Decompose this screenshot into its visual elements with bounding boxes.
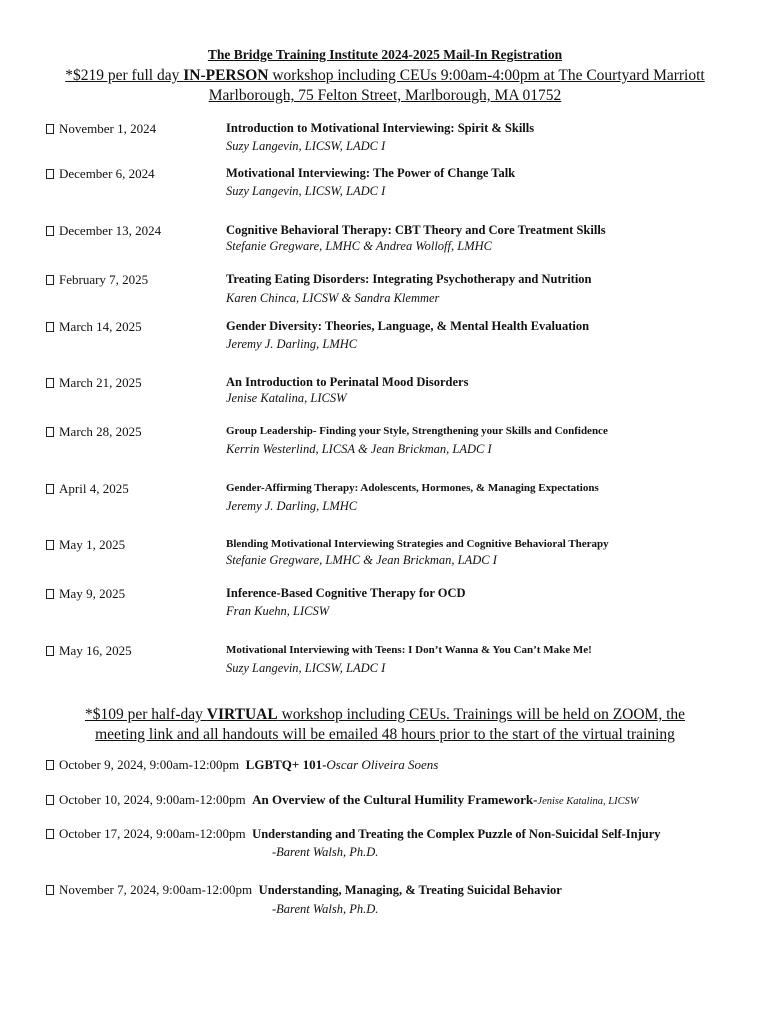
checkbox-icon[interactable] — [46, 378, 54, 388]
workshop-date: November 1, 2024 — [59, 121, 157, 136]
workshop-instructor: Suzy Langevin, LICSW, LADC I — [226, 661, 386, 675]
workshop-instructor: Jenise Katalina, LICSW — [537, 796, 639, 807]
workshop-title: Gender-Affirming Therapy: Adolescents, Hormones, & Managing Expectations — [226, 482, 599, 494]
checkbox-icon[interactable] — [46, 646, 54, 656]
checkbox-icon[interactable] — [46, 226, 54, 236]
workshop-instructor: -Barent Walsh, Ph.D. — [272, 845, 379, 859]
checkbox-icon[interactable] — [46, 829, 54, 839]
workshop-title: Motivational Interviewing: The Power of Change Talk — [226, 166, 516, 180]
workshop-instructor: Fran Kuehn, LICSW — [226, 604, 330, 618]
pricing-text: *$219 per full day — [65, 67, 184, 84]
workshop-date: October 10, 2024, 9:00am-12:00pm — [59, 792, 246, 807]
workshop-instructor: Suzy Langevin, LICSW, LADC I — [226, 139, 386, 153]
workshop-date: November 7, 2024, 9:00am-12:00pm — [59, 882, 253, 897]
workshop-date: May 1, 2025 — [59, 537, 126, 552]
checkbox-icon[interactable] — [46, 275, 54, 285]
checkbox-icon[interactable] — [46, 760, 54, 770]
workshop-date: March 21, 2025 — [59, 375, 142, 390]
checkbox-icon[interactable] — [46, 484, 54, 494]
inperson-pricing-note — [40, 66, 730, 106]
workshop-instructor: Kerrin Westerlind, LICSA & Jean Brickman, LADC I — [226, 442, 492, 456]
workshop-date: May 16, 2025 — [59, 643, 132, 658]
virtual-workshop-row — [46, 757, 746, 773]
workshop-title: Understanding and Treating the Complex Puzzle of Non-Suicidal Self-Injury — [252, 827, 661, 841]
workshop-instructor: Stefanie Gregware, LMHC & Jean Brickman, LADC I — [226, 553, 497, 567]
pricing-format: VIRTUAL — [206, 706, 278, 723]
workshop-title: Motivational Interviewing with Teens: I Don’t Wanna & You Can’t Make Me! — [226, 644, 592, 656]
workshop-title: Group Leadership- Finding your Style, Strengthening your Skills and Confidence — [226, 425, 608, 437]
workshop-title: LGBTQ+ 101- — [245, 757, 327, 772]
zoom-note: meeting link and all handouts will be emailed 48 hours prior to the start of the virtual training — [95, 726, 675, 743]
checkbox-icon[interactable] — [46, 124, 54, 134]
workshop-title: Understanding, Managing, & Treating Suicidal Behavior — [258, 883, 562, 897]
workshop-title: Gender Diversity: Theories, Language, & Mental Health Evaluation — [226, 319, 590, 333]
workshop-date: October 9, 2024, 9:00am-12:00pm — [59, 757, 240, 772]
checkbox-icon[interactable] — [46, 540, 54, 550]
workshop-instructor: Stefanie Gregware, LMHC & Andrea Wolloff, LMHC — [226, 239, 492, 253]
checkbox-icon[interactable] — [46, 322, 54, 332]
workshop-title: Cognitive Behavioral Therapy: CBT Theory and Core Treatment Skills — [226, 223, 606, 237]
virtual-workshop-row — [46, 882, 746, 898]
workshop-date: April 4, 2025 — [59, 481, 129, 496]
checkbox-icon[interactable] — [46, 589, 54, 599]
checkbox-icon[interactable] — [46, 885, 54, 895]
virtual-workshop-row — [46, 826, 746, 842]
workshop-instructor: Oscar Oliveira Soens — [326, 757, 439, 772]
workshop-title: Blending Motivational Interviewing Strategies and Cognitive Behavioral Therapy — [226, 538, 609, 550]
pricing-text: *$109 per half-day — [84, 706, 207, 723]
pricing-format: IN-PERSON — [183, 67, 269, 84]
workshop-title: Introduction to Motivational Interviewing: Spirit & Skills — [226, 121, 535, 135]
pricing-details: workshop including CEUs 9:00am-4:00pm at The Courtyard Marriott — [268, 67, 705, 84]
workshop-instructor: Jenise Katalina, LICSW — [226, 391, 347, 405]
pricing-details: workshop including CEUs. Trainings will be held on ZOOM, the — [277, 706, 686, 723]
workshop-title: An Overview of the Cultural Humility Framework- — [252, 792, 538, 807]
virtual-workshop-row — [46, 792, 746, 808]
workshop-instructor: Suzy Langevin, LICSW, LADC I — [226, 184, 386, 198]
workshop-instructor: -Barent Walsh, Ph.D. — [272, 902, 379, 916]
venue-address: Marlborough, 75 Felton Street, Marlborough, MA 01752 — [208, 87, 562, 104]
checkbox-icon[interactable] — [46, 427, 54, 437]
document-title: The Bridge Training Institute 2024-2025 Mail-In Registration — [207, 47, 563, 62]
workshop-date: October 17, 2024, 9:00am-12:00pm — [59, 826, 246, 841]
workshop-date: May 9, 2025 — [59, 586, 126, 601]
workshop-date: March 28, 2025 — [59, 424, 142, 439]
workshop-instructor: Jeremy J. Darling, LMHC — [226, 499, 358, 513]
workshop-date: December 6, 2024 — [59, 166, 155, 181]
workshop-title: Inference-Based Cognitive Therapy for OCD — [226, 586, 466, 600]
workshop-date: March 14, 2025 — [59, 319, 142, 334]
workshop-title: An Introduction to Perinatal Mood Disorders — [226, 375, 469, 389]
virtual-pricing-note — [40, 705, 730, 745]
workshop-date: February 7, 2025 — [59, 272, 149, 287]
workshop-instructor: Karen Chinca, LICSW & Sandra Klemmer — [226, 291, 440, 305]
workshop-title: Treating Eating Disorders: Integrating Psychotherapy and Nutrition — [226, 272, 592, 286]
checkbox-icon[interactable] — [46, 169, 54, 179]
checkbox-icon[interactable] — [46, 795, 54, 805]
workshop-instructor: Jeremy J. Darling, LMHC — [226, 337, 358, 351]
workshop-date: December 13, 2024 — [59, 223, 162, 238]
